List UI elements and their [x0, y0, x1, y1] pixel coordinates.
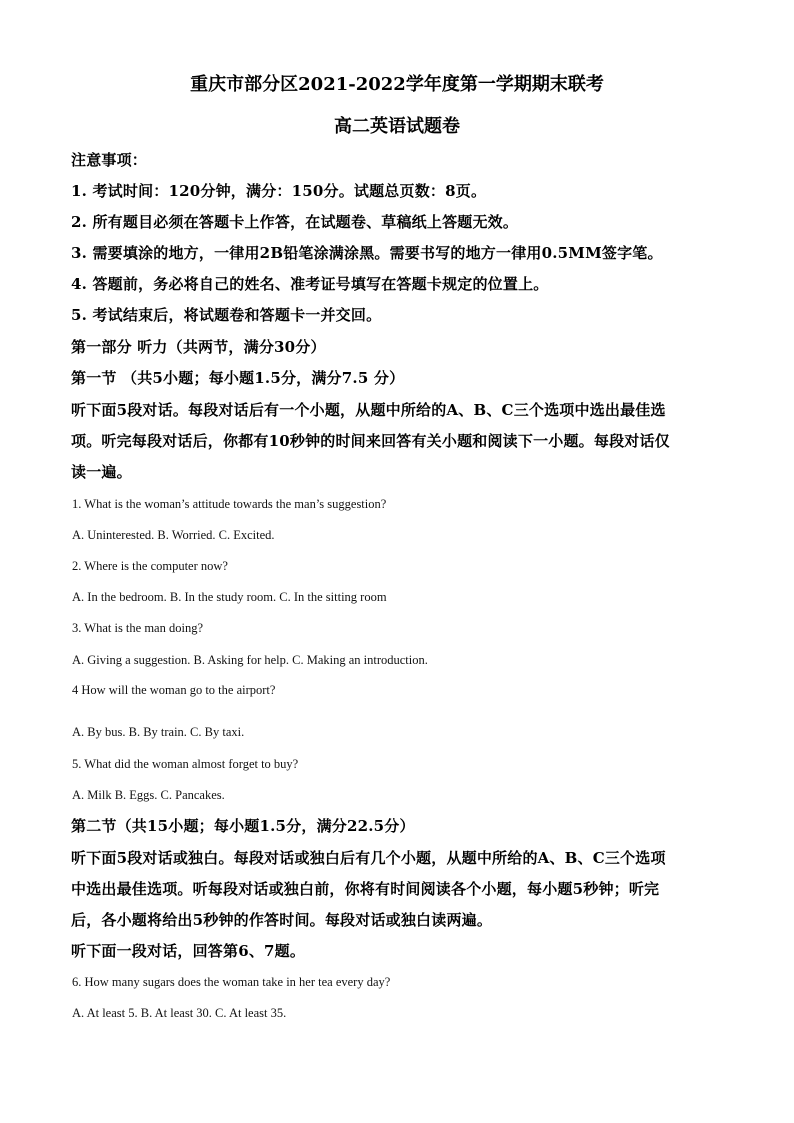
section1-instruction-line-2: 项。听完每段对话后，你都有10秒钟的时间来回答有关小题和阅读下一小题。每段对话仅 [71, 432, 670, 450]
exam-title: 重庆市部分区2021-2022学年度第一学期期末联考 [190, 74, 604, 95]
question-4-options: A. By bus. B. By train. C. By taxi. [72, 725, 245, 739]
question-6-options: A. At least 5. B. At least 30. C. At least 35. [72, 1006, 287, 1020]
exam-subtitle: 高二英语试题卷 [334, 116, 460, 137]
notes-heading: 注意事项： [71, 151, 148, 169]
section2-instruction-line-2: 中选出最佳选项。听每段对话或独白前，你将有时间阅读各个小题，每小题5秒钟；听完 [71, 880, 660, 898]
part1-heading: 第一部分 听力（共两节，满分30分） [71, 338, 326, 356]
question-3-options: A. Giving a suggestion. B. Asking for help. C. Making an introduction. [72, 653, 428, 667]
section1-instruction-line-1: 听下面5段对话。每段对话后有一个小题，从题中所给的A、B、C三个选项中选出最佳选 [71, 401, 666, 419]
question-1-stem: 1. What is the woman’s attitude towards the man’s suggestion? [72, 497, 387, 511]
note-item-2: 2. 所有题目必须在答题卡上作答，在试题卷、草稿纸上答题无效。 [71, 213, 519, 231]
note-item-3: 3. 需要填涂的地方，一律用2B铅笔涂满涂黑。需要书写的地方一律用0.5MM签字笔。 [71, 244, 663, 262]
section2-instruction-line-1: 听下面5段对话或独白。每段对话或独白后有几个小题，从题中所给的A、B、C三个选项 [71, 849, 666, 867]
question-1-options: A. Uninterested. B. Worried. C. Excited. [72, 528, 275, 542]
section2-heading: 第二节（共15小题；每小题1.5分，满分22.5分） [71, 817, 415, 835]
question-6-stem: 6. How many sugars does the woman take in her tea every day? [72, 975, 391, 989]
section1-instruction-line-3: 读一遍。 [71, 463, 132, 481]
question-2-options: A. In the bedroom. B. In the study room. C. In the sitting room [72, 590, 387, 604]
question-2-stem: 2. Where is the computer now? [72, 559, 228, 573]
note-item-4: 4. 答题前，务必将自己的姓名、准考证号填写在答题卡规定的位置上。 [71, 275, 549, 293]
group-heading-q6-7: 听下面一段对话，回答第6、7题。 [71, 942, 306, 960]
section2-instruction-line-3: 后，各小题将给出5秒钟的作答时间。每段对话或独白读两遍。 [71, 911, 493, 929]
question-5-stem: 5. What did the woman almost forget to buy? [72, 757, 299, 771]
note-item-5: 5. 考试结束后，将试题卷和答题卡一并交回。 [71, 306, 382, 324]
question-4-stem: 4 How will the woman go to the airport? [72, 683, 276, 697]
note-item-1: 1. 考试时间：120分钟，满分：150分。试题总页数：8页。 [71, 182, 487, 200]
question-5-options: A. Milk B. Eggs. C. Pancakes. [72, 788, 225, 802]
question-3-stem: 3. What is the man doing? [72, 621, 203, 635]
section1-heading: 第一节 （共5小题；每小题1.5分，满分7.5 分） [71, 369, 405, 387]
